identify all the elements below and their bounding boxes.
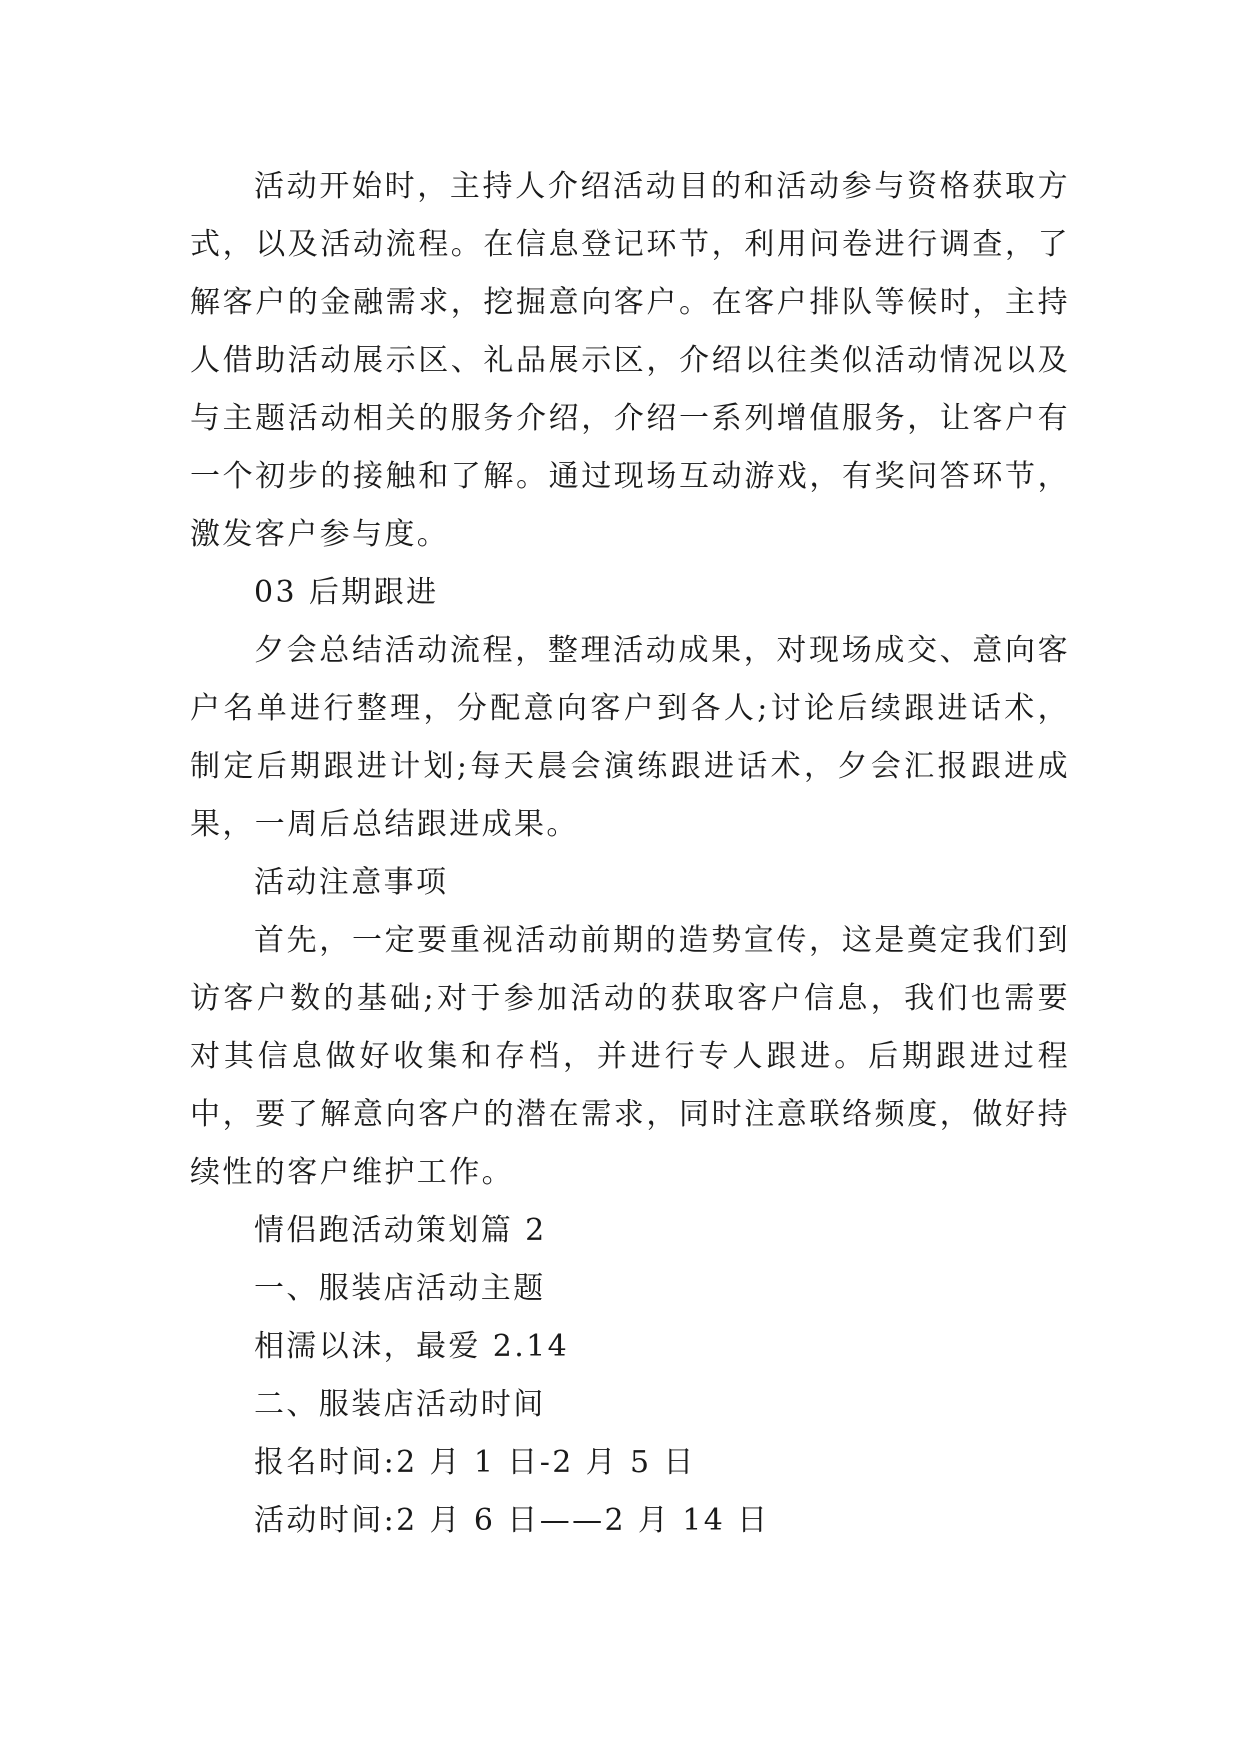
paragraph-follow-up: 夕会总结活动流程，整理活动成果，对现场成交、意向客户名单进行整理，分配意向客户到各人;讨论后续跟进话术，制定后期跟进计划;每天晨会演练跟进话术，夕会汇报跟进成果，一周后总结跟进成果。 (190, 633, 1070, 842)
paragraph-activity-time: 活动时间:2 月 6 日——2 月 14 日 (254, 1503, 770, 1538)
section-heading-notes: 活动注意事项 (254, 865, 449, 900)
section-heading-time: 二、服装店活动时间 (254, 1387, 546, 1422)
section-heading-theme: 一、服装店活动主题 (254, 1271, 546, 1306)
paragraph-activity-start: 活动开始时，主持人介绍活动目的和活动参与资格获取方式，以及活动流程。在信息登记环节，利用问卷进行调查，了解客户的金融需求，挖掘意向客户。在客户排队等候时，主持人借助活动展示区、礼品展示区，介绍以往类似活动情况以及与主题活动相关的服务介绍，介绍一系列增值服务，让客户有一个初步的接触和了解。通过现场互动游戏，有奖问答环节，激发客户参与度。 (190, 169, 1070, 552)
section-heading-plan-2: 情侣跑活动策划篇 2 (254, 1213, 547, 1248)
paragraph-theme: 相濡以沫，最爱 2.14 (254, 1329, 570, 1364)
paragraph-signup-time: 报名时间:2 月 1 日-2 月 5 日 (254, 1445, 696, 1480)
paragraph-notes: 首先，一定要重视活动前期的造势宣传，这是奠定我们到访客户数的基础;对于参加活动的获取客户信息，我们也需要对其信息做好收集和存档，并进行专人跟进。后期跟进过程中，要了解意向客户的潜在需求，同时注意联络频度，做好持续性的客户维护工作。 (190, 923, 1070, 1190)
section-heading-follow-up: 03 后期跟进 (254, 575, 439, 610)
document-body (190, 158, 1070, 1550)
